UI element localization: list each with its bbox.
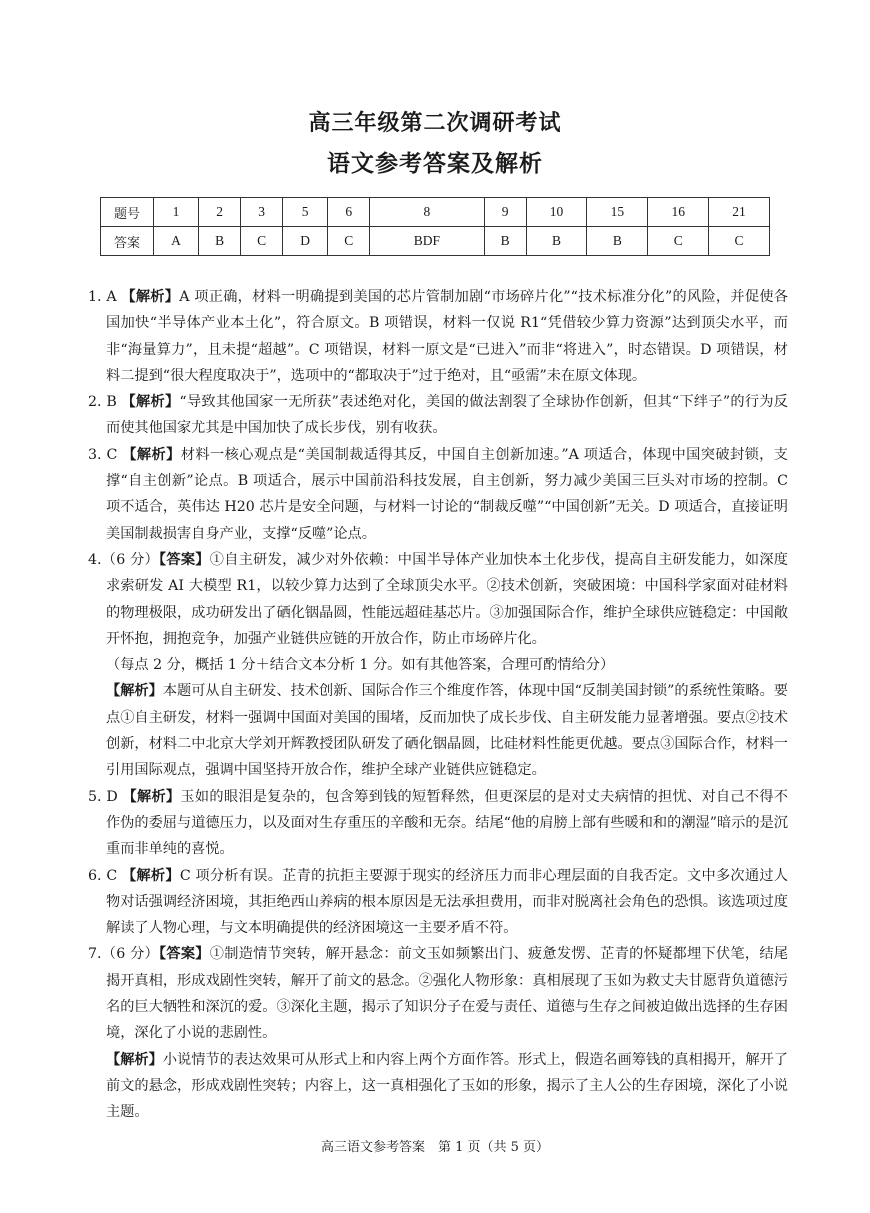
analysis-text: 本题可从自主研发、技术创新、国际合作三个维度作答，体现中国“反制美国封锁”的系统性策略。要点①自主研发，材料一强调中国面对美国的围堵，反而加快了成长步伐、自主研发能力显著增强。要点②技术创新，材料二中北京大学刘开辉教授团队研发了硒化铟晶圆，比硅材料性能更优越。要点③国际合作，材料一引用国际观点，强调中国坚持开放合作，维护全球产业链供应链稳定。	[106, 683, 788, 779]
analysis-tag: 【解析】	[121, 394, 180, 411]
answer-cell: C	[648, 227, 709, 256]
question-7-analysis	[88, 1047, 788, 1126]
question-4-scoring: （每点 2 分，概括 1 分＋结合文本分析 1 分。如有其他答案，合理可酌情给分）	[106, 657, 615, 674]
answer-text: ①制造情节突转，解开悬念：前文玉如频繁出门、疲惫发愣、芷青的怀疑都埋下伏笔，结尾揭开真相，形成戏剧性突转，解开了前文的悬念。②强化人物形象：真相展现了玉如为救丈夫甘愿背负道德污名的巨大牺牲和深沉的爱。③深化主题，揭示了知识分子在爱与责任、道德与生存之间被迫做出选择的生存困境，深化了小说的悲剧性。	[106, 946, 788, 1042]
question-number: 1	[154, 198, 199, 227]
analysis-text: 小说情节的表达效果可从形式上和内容上两个方面作答。形式上，假造名画筹钱的真相揭开，解开了前文的悬念，形成戏剧性突转；内容上，这一真相强化了玉如的形象，揭示了主人公的生存困境，深化了小说主题。	[106, 1051, 788, 1121]
analysis-tag: 【解析】	[122, 446, 181, 463]
question-number: 21	[709, 198, 770, 227]
question-prefix: 7.（6 分）	[88, 946, 160, 963]
answer-tag: 【答案】	[159, 551, 210, 568]
question-number: 15	[587, 198, 648, 227]
explanation-text: 玉如的眼泪是复杂的，包含筹到钱的短暂释然，但更深层的是对丈夫病情的担忧、对自己不得不作伪的委屈与道德压力，以及面对生存重压的辛酸和无奈。结尾“他的肩膀上部有些暖和和的潮湿”暗示的是沉重而非单纯的喜悦。	[106, 788, 788, 858]
answer-row	[101, 227, 770, 256]
question-3-explanation	[88, 442, 788, 547]
answer-cell: A	[154, 227, 199, 256]
question-prefix: 4.（6 分）	[88, 551, 160, 568]
question-5-explanation	[88, 784, 788, 863]
question-number: 5	[283, 198, 328, 227]
answer-table	[100, 197, 770, 256]
exam-subtitle: 语文参考答案及解析	[327, 150, 543, 177]
answer-cell: C	[241, 227, 283, 256]
answer-cell: B	[526, 227, 587, 256]
answer-cell: BDF	[370, 227, 484, 256]
explanations	[88, 284, 788, 1126]
answer-cell: B	[199, 227, 241, 256]
page-footer: 高三语文参考答案 第 1 页（共 5 页）	[320, 1140, 550, 1155]
question-prefix: 2. B	[88, 394, 122, 411]
explanation-text: C 项分析有误。芷青的抗拒主要源于现实的经济压力而非心理层面的自我否定。文中多次通过人物对话强调经济困境，其拒绝西山养病的根本原因是无法承担费用，而非对脱离社会角色的恐惧。该选项过度解读了人物心理，与文本明确提供的经济困境这一主要矛盾不符。	[106, 867, 788, 937]
question-number: 8	[370, 198, 484, 227]
answer-cell: C	[328, 227, 370, 256]
question-prefix: 3. C	[88, 446, 123, 463]
question-7-answer	[88, 941, 788, 1046]
question-prefix: 6. C	[88, 867, 122, 884]
question-prefix: 5. D	[88, 788, 123, 805]
analysis-tag: 【解析】	[121, 289, 180, 305]
question-number: 6	[328, 198, 370, 227]
question-2-explanation	[88, 389, 788, 442]
question-number: 10	[526, 198, 587, 227]
question-number-row	[101, 198, 770, 227]
question-1-explanation	[88, 284, 788, 389]
explanation-text: A 项正确，材料一明确提到美国的芯片管制加剧“市场碎片化”“技术标准分化”的风险，并促使各国加快“半导体产业本土化”，符合原文。B 项错误，材料一仅说 R1“凭借较少算力资源”达到顶尖水平，而非“海量算力”，且未提“超越”。C 项错误，材料一原文是“已进入”而非“将进入”，时态错误。D 项错误，材料二提到“很大程度取决于”，选项中的“都取决于”过于绝对，且“亟需”未在原文体现。	[106, 289, 788, 384]
question-number: 2	[199, 198, 241, 227]
analysis-tag: 【解析】	[121, 867, 180, 884]
row-label-answers: 答案	[101, 227, 154, 256]
analysis-tag: 【解析】	[106, 683, 163, 700]
analysis-tag: 【解析】	[106, 1051, 163, 1068]
analysis-tag: 【解析】	[122, 788, 181, 805]
exam-title: 高三年级第二次调研考试	[308, 110, 562, 136]
question-4-answer	[88, 547, 788, 652]
question-4-analysis	[88, 678, 788, 783]
answer-cell: D	[283, 227, 328, 256]
question-number: 9	[484, 198, 526, 227]
question-6-explanation	[88, 863, 788, 942]
question-number: 3	[241, 198, 283, 227]
explanation-text: 材料一核心观点是“美国制裁适得其反，中国自主创新加速。”A 项适合，体现中国突破封锁，支撑“自主创新”论点。B 项适合，展示中国前沿科技发展，自主创新，努力减少美国三巨头对市场的控制。C 项不适合，英伟达 H20 芯片是安全问题，与材料一讨论的“制裁反噬”“中国创新”无关。D 项适合，直接证明美国制裁损害自身产业，支撑“反噬”论点。	[106, 446, 788, 542]
answer-cell: B	[484, 227, 526, 256]
answer-text: ①自主研发，减少对外依赖：中国半导体产业加快本土化步伐，提高自主研发能力，如深度求索研发 AI 大模型 R1，以较少算力达到了全球顶尖水平。②技术创新，突破困境：中国科学家面对硅材料的物理极限，成功研发出了硒化铟晶圆，性能远超硅基芯片。③加强国际合作，维护全球供应链稳定：中国敞开怀抱，拥抱竞争，加强产业链供应链的开放合作，防止市场碎片化。	[106, 551, 788, 647]
answer-cell: C	[709, 227, 770, 256]
explanation-text: “导致其他国家一无所获”表述绝对化，美国的做法割裂了全球协作创新，但其“下绊子”的行为反而使其他国家尤其是中国加快了成长步伐，别有收获。	[106, 394, 788, 437]
answer-tag: 【答案】	[159, 946, 210, 963]
question-prefix: 1. A	[88, 289, 122, 305]
row-label-numbers: 题号	[101, 198, 154, 227]
answer-cell: B	[587, 227, 648, 256]
question-number: 16	[648, 198, 709, 227]
